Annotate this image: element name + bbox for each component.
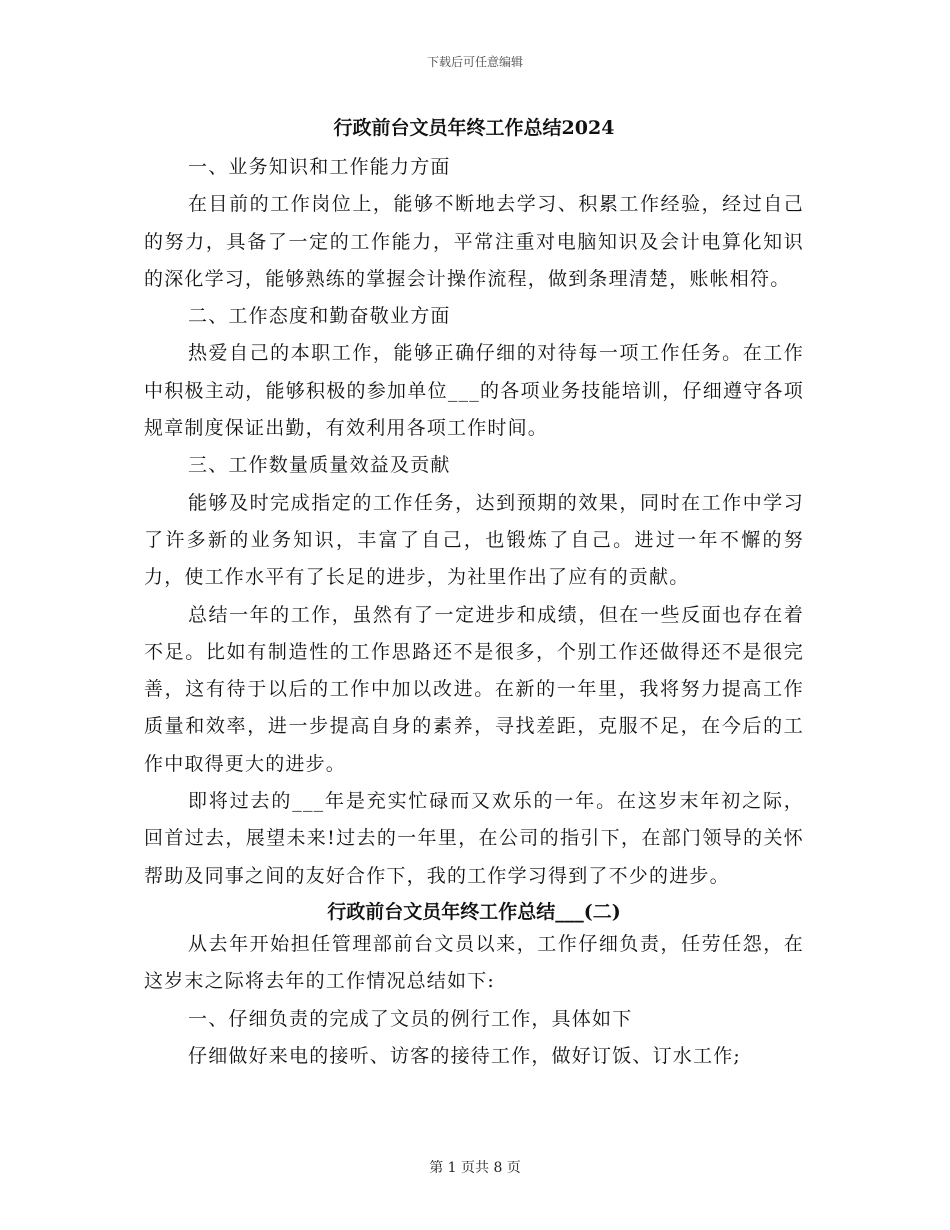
section-heading: 一、仔细负责的完成了文员的例行工作，具体如下 [188,1007,633,1030]
section-heading: 二、工作态度和勤奋敬业方面 [188,305,451,328]
paragraph: 从去年开始担任管理部前台文员以来，工作仔细负责，任劳任怨，在这岁末之际将去年的工作情况总结如下: [144,932,804,993]
document-title: 行政前台文员年终工作总结2024 [333,117,615,139]
paragraph: 即将过去的___年是充实忙碌而又欢乐的一年。在这岁末年初之际，回首过去，展望未来!过去的一年里，在公司的指引下，在部门领导的关怀帮助及同事之间的友好合作下，我的工作学习得到了不少的进步。 [144,790,804,887]
section-part1 [144,149,804,895]
header-note: 下载后可任意编辑 [426,55,523,69]
section-heading: 三、工作数量质量效益及贡献 [188,454,451,477]
document-body [144,114,804,1075]
paragraph: 仔细做好来电的接听、访客的接待工作，做好订饭、订水工作; [188,1044,742,1067]
paragraph: 热爱自己的本职工作，能够正确仔细的对待每一项工作任务。在工作中积极主动，能够积极的参加单位___的各项业务技能培训，仔细遵守各项规章制度保证出勤，有效利用各项工作时间。 [144,342,804,440]
document-title-second: 行政前台文员年终工作总结___(二) [327,900,621,923]
paragraph: 在目前的工作岗位上，能够不断地去学习、积累工作经验，经过自己的努力，具备了一定的工作能力，平常注重对电脑知识及会计电算化知识的深化学习，能够熟练的掌握会计操作流程，做到条理清楚，账帐相符。 [144,193,804,290]
paragraph: 能够及时完成指定的工作任务，达到预期的效果，同时在工作中学习了许多新的业务知识，丰富了自己，也锻炼了自己。进过一年不懈的努力，使工作水平有了长足的进步，为社里作出了应有的贡献。 [144,491,804,589]
section-part2 [144,926,804,1075]
section-heading: 一、业务知识和工作能力方面 [188,156,451,178]
page-footer: 第 1 页共 8 页 [429,1160,521,1176]
paragraph: 总结一年的工作，虽然有了一定进步和成绩，但在一些反面也存在着不足。比如有制造性的工作思路还不是很多，个别工作还做得还不是很完善，这有待于以后的工作中加以改进。在新的一年里，我将努力提高工作质量和效率，进一步提高自身的素养，寻找差距，克服不足，在今后的工作中取得更大的进步。 [144,603,804,775]
